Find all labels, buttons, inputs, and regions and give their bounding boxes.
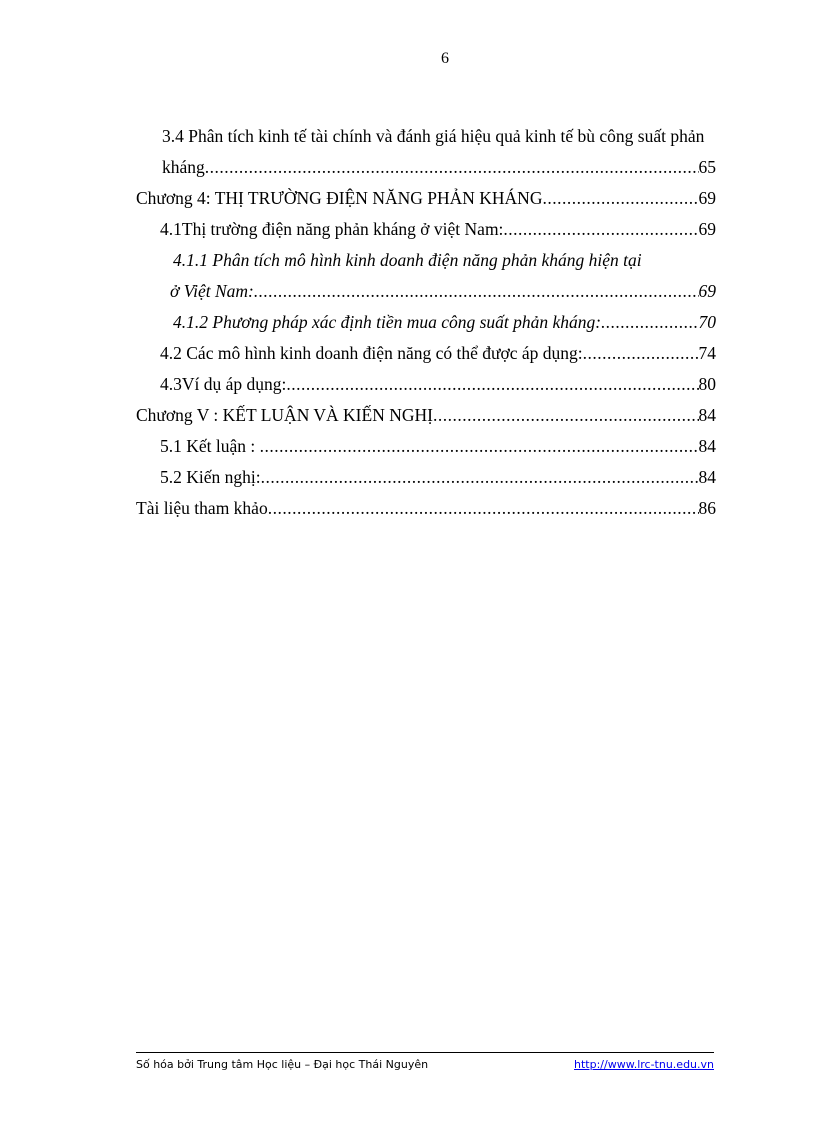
dot-leader [205,152,699,183]
toc-chapter-4[interactable] [136,183,716,214]
toc-entry-4-2[interactable] [136,338,716,369]
toc-entry-3-4-line1: 3.4 Phân tích kinh tế tài chính và đánh giá hiệu quả kinh tế bù công suất phản [162,126,705,146]
toc-page-number: 69 [698,219,716,239]
footer-credit: Số hóa bởi Trung tâm Học liệu – Đại học Thái Nguyên [136,1058,429,1071]
toc-entry-5-2[interactable] [136,462,716,493]
table-of-contents [136,121,716,524]
dot-leader [261,462,699,493]
toc-references[interactable] [136,493,716,524]
toc-entry-title: Tài liệu tham khảo [136,498,268,518]
dot-leader [503,214,698,245]
toc-entry-title: 4.1Thị trường điện năng phản kháng ở việt Nam: [160,219,504,239]
toc-entry-title: ở Việt Nam: [170,281,254,301]
toc-entry-title: 4.1.2 Phương pháp xác định tiền mua công suất phản kháng: [173,312,602,332]
dot-leader [601,307,698,338]
toc-entry-title: 5.1 Kết luận : [160,436,260,456]
toc-page-number: 86 [698,498,716,518]
toc-page-number: 65 [698,157,716,177]
toc-entry-4-1-2[interactable] [136,307,716,338]
toc-entry-4-1[interactable] [136,214,716,245]
toc-chapter-5[interactable] [136,400,716,431]
toc-page-number: 70 [698,312,716,332]
toc-entry-title: kháng [162,157,205,177]
footer-divider [136,1052,714,1053]
page-number: 6 [441,50,449,67]
footer-link[interactable]: http://www.lrc-tnu.edu.vn [574,1058,714,1071]
toc-entry-title: Chương V : KẾT LUẬN VÀ KIẾN NGHỊ [136,405,433,425]
toc-entry-title: 4.3Ví dụ áp dụng: [160,374,287,394]
dot-leader [254,276,699,307]
toc-entry-title: 4.2 Các mô hình kinh doanh điện năng có thể được áp dụng: [160,343,583,363]
toc-page-number: 84 [698,405,716,425]
toc-page-number: 69 [698,281,716,301]
dot-leader [286,369,698,400]
dot-leader [268,493,699,524]
toc-page-number: 80 [698,374,716,394]
toc-entry-3-4[interactable] [136,152,716,183]
dot-leader [260,431,699,462]
dot-leader [583,338,699,369]
toc-entry-4-1-1[interactable] [136,276,716,307]
toc-entry-title: 5.2 Kiến nghị: [160,467,261,487]
toc-entry-4-3[interactable] [136,369,716,400]
dot-leader [542,183,698,214]
toc-entry-title: Chương 4: THỊ TRƯỜNG ĐIỆN NĂNG PHẢN KHÁNG [136,188,543,208]
toc-entry-4-1-1-line1: 4.1.1 Phân tích mô hình kinh doanh điện năng phản kháng hiện tại [173,250,642,270]
toc-entry-5-1[interactable] [136,431,716,462]
toc-page-number: 69 [698,188,716,208]
toc-page-number: 84 [698,467,716,487]
toc-page-number: 84 [698,436,716,456]
dot-leader [433,400,699,431]
toc-page-number: 74 [698,343,716,363]
